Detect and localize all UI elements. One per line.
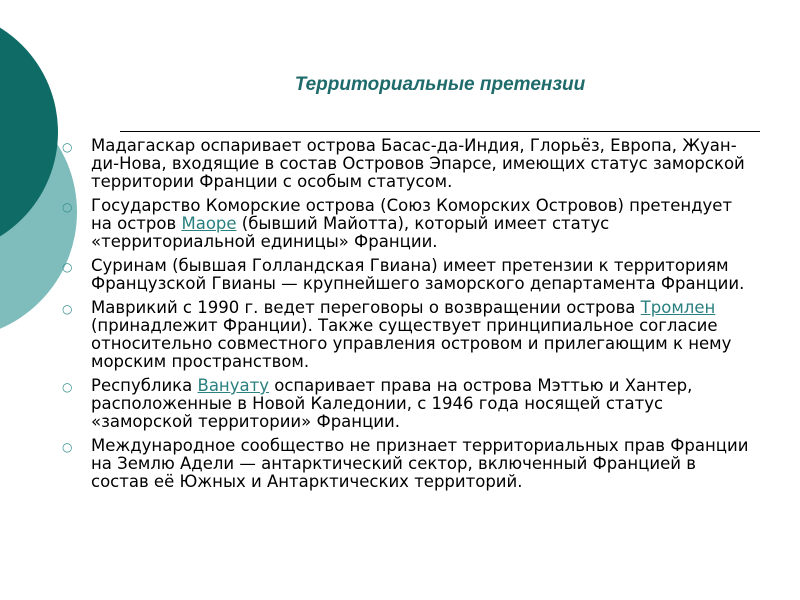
link-tromelin[interactable]: Тромлен [640, 298, 716, 317]
title-divider [120, 131, 760, 132]
list-item [62, 137, 752, 191]
list-item [62, 437, 752, 491]
item-text: Маврикий с 1990 г. ведет переговоры о возвращении острова [91, 298, 641, 317]
hollow-circle-icon: ○ [62, 380, 73, 394]
link-vanuatu[interactable]: Вануату [197, 376, 269, 395]
bullet-list [62, 137, 752, 497]
item-text: (бывший Майотта), который имеет статус «территориальной единицы» Франции. [91, 214, 610, 251]
list-item [62, 299, 752, 371]
item-text: (принадлежит Франции). Также существует принципиальное согласие относительно совместного управления островом и прилегающим к нему морским пространством. [91, 316, 732, 371]
item-text: Международное сообщество не признает территориальных прав Франции на Землю Адели — антарктический сектор, включенный Францией в состав её Южных и Антарктических территорий. [91, 436, 749, 491]
slide-title: Территориальные претензии [294, 74, 586, 95]
link-maore[interactable]: Маоре [181, 214, 237, 233]
hollow-circle-icon: ○ [62, 302, 73, 316]
hollow-circle-icon: ○ [62, 140, 73, 154]
hollow-circle-icon: ○ [62, 440, 73, 454]
item-text: Мадагаскар оспаривает острова Басас-да-Индия, Глорьёз, Европа, Жуан-ди-Нова, входящие в состав Островов Эпарсе, имеющих статус заморской территории Франции с особым статусом. [91, 136, 745, 191]
hollow-circle-icon: ○ [62, 260, 73, 274]
list-item [62, 197, 752, 251]
item-text: Государство Коморские острова (Союз Коморских Островов) претендует на остров [91, 196, 733, 233]
item-text: Суринам (бывшая Голландская Гвиана) имеет претензии к территориям Французской Гвианы — крупнейшего заморского департамента Франции. [91, 256, 745, 293]
item-text: Республика [91, 376, 198, 395]
list-item [62, 257, 752, 293]
list-item [62, 377, 752, 431]
item-text: оспаривает права на острова Мэттью и Хантер, расположенные в Новой Каледонии, с 1946 года носящей статус «заморской территории» Франции. [91, 376, 693, 431]
hollow-circle-icon: ○ [62, 200, 73, 214]
